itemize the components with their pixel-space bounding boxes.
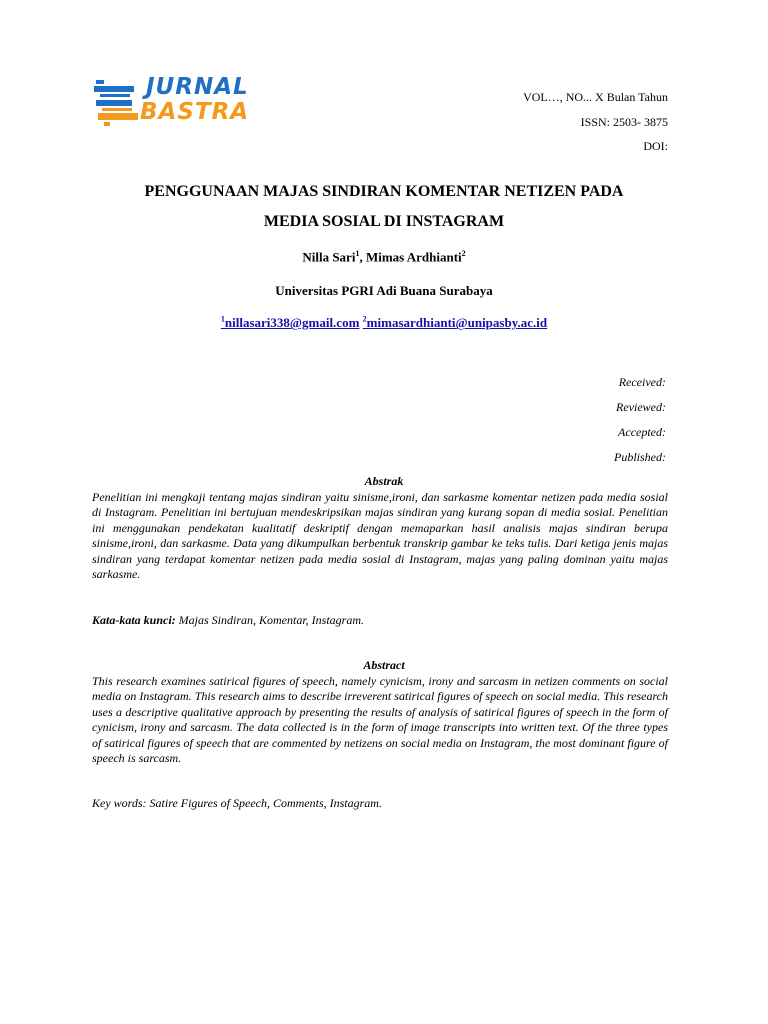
email-link-2[interactable] bbox=[363, 315, 547, 330]
abstract-body: This research examines satirical figures of speech, namely cynicism, irony and sarcasm in netizen comments on social media on Instagram. This research aims to describe irreverent satirical figures of speech on social media. This research uses a descriptive qualitative approach by presenting the results of analysis of satirical figures of speech in the form of cynicism, irony and sarcasm. The data collected is in the form of image transcripts into written text. Of the three types of satirical figures of speech that are commented by netizens on social media on Instagram, the most dominant figure of speech is sarcasm. bbox=[92, 674, 668, 766]
email-address: mimasardhianti@unipasby.ac.id bbox=[366, 315, 548, 331]
title-line-2: MEDIA SOSIAL DI INSTAGRAM bbox=[263, 213, 505, 230]
article-title bbox=[92, 177, 676, 237]
email-link-1[interactable] bbox=[221, 315, 360, 330]
accepted-date: Accepted: bbox=[618, 425, 666, 439]
kata-kunci bbox=[92, 613, 668, 628]
doi-info: DOI: bbox=[643, 139, 668, 153]
author-name: Mimas Ardhianti bbox=[365, 249, 462, 265]
email-mark: 1 bbox=[220, 315, 225, 324]
journal-logo bbox=[94, 74, 284, 132]
email-mark: 2 bbox=[362, 315, 367, 324]
logo-text-jurnal: JURNAL bbox=[146, 74, 249, 100]
reviewed-date: Reviewed: bbox=[616, 400, 666, 414]
author-affiliation-mark: 2 bbox=[461, 249, 466, 258]
issn-info: ISSN: 2503- 3875 bbox=[580, 115, 668, 129]
abstrak-heading: Abstrak bbox=[364, 474, 404, 488]
email-address: nillasari338@gmail.com bbox=[224, 315, 360, 331]
author-separator: , bbox=[359, 249, 366, 265]
author-affiliation-mark: 1 bbox=[355, 249, 360, 258]
abstrak-body: Penelitian ini mengkaji tentang majas sindiran yaitu sinisme,ironi, dan sarkasme komentar netizen pada media sosial di Instagram. Penelitian ini bertujuan mendeskripsikan majas sindiran yang kurang sopan di media sosial. Penelitian ini menggunakan pendekatan kualitatif deskriptif dengan memaparkan hasil analisis majas sindiran berupa sinisme,ironi, dan sarkasme. Data yang dikumpulkan berbentuk transkrip gambar ke teks tulis. Dari ketiga jenis majas sindiran yang terdapat komentar netizen pada media sosial di Instagram, majas yang paling dominan yaitu majas sarkasme. bbox=[92, 490, 668, 582]
author-list bbox=[92, 249, 676, 265]
kata-kunci-label: Kata-kata kunci: bbox=[92, 613, 176, 627]
author-emails bbox=[92, 315, 676, 331]
affiliation: Universitas PGRI Adi Buana Surabaya bbox=[275, 283, 493, 298]
logo-text-bastra: BASTRA bbox=[140, 99, 250, 125]
author-name: Nilla Sari bbox=[302, 249, 356, 265]
abstract-heading: Abstract bbox=[363, 658, 405, 672]
published-date: Published: bbox=[614, 450, 666, 464]
keywords: Key words: Satire Figures of Speech, Comments, Instagram. bbox=[92, 796, 382, 810]
volume-info: VOL…, NO... X Bulan Tahun bbox=[523, 90, 668, 104]
title-line-1: PENGGUNAAN MAJAS SINDIRAN KOMENTAR NETIZEN PADA bbox=[144, 183, 624, 200]
received-date: Received: bbox=[618, 375, 666, 389]
kata-kunci-values: Majas Sindiran, Komentar, Instagram. bbox=[175, 613, 365, 627]
